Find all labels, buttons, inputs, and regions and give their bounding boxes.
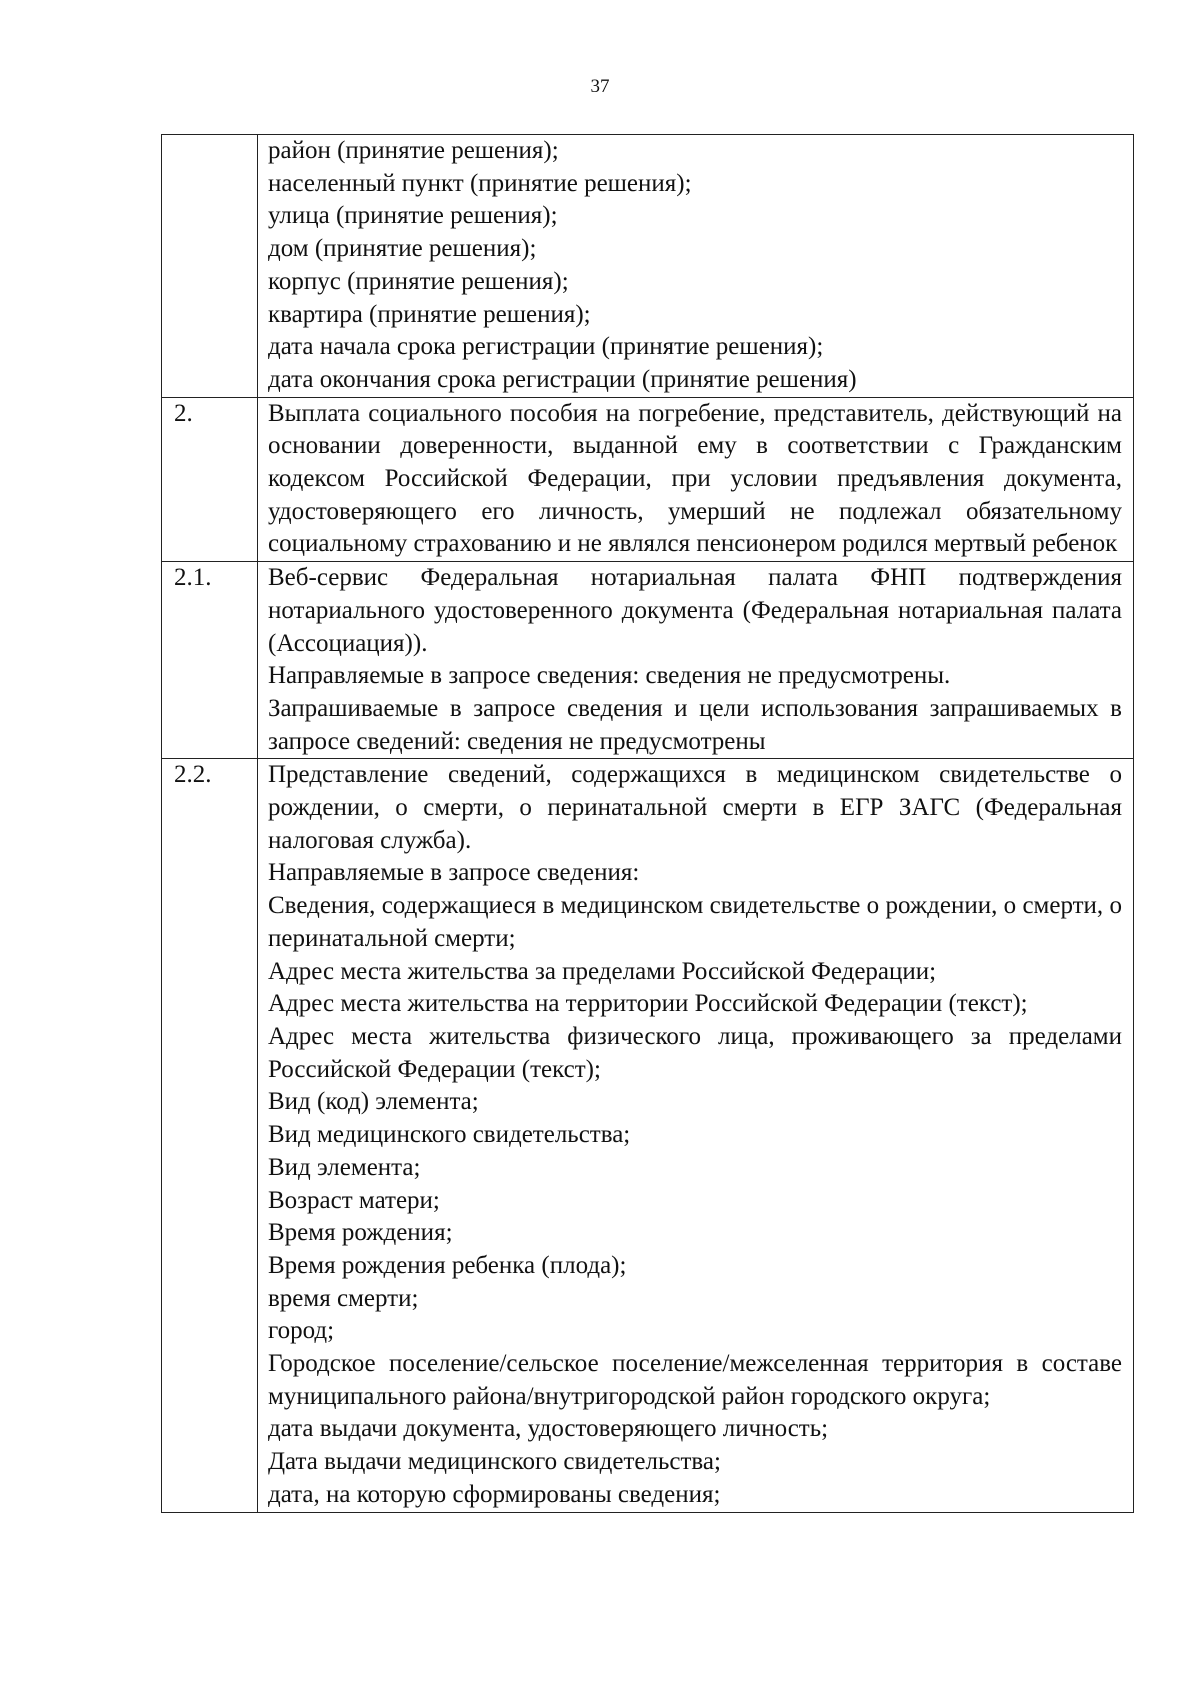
paragraph: Вид (код) элемента;	[268, 1088, 479, 1116]
table-row	[162, 759, 1134, 1512]
row-content-cell	[258, 397, 1134, 562]
paragraph: дата выдачи документа, удостоверяющего личность;	[268, 1415, 829, 1443]
paragraph: Адрес места жительства на территории Российской Федерации (текст);	[268, 990, 1028, 1018]
list-item: дата окончания срока регистрации (принятие решения)	[268, 365, 857, 393]
paragraph: Направляемые в запросе сведения: сведения не предусмотрены.	[268, 662, 951, 690]
list-item: населенный пункт (принятие решения);	[268, 169, 692, 197]
paragraph: Время рождения;	[268, 1219, 453, 1247]
paragraph: Направляемые в запросе сведения:	[268, 859, 640, 887]
paragraph: город;	[268, 1317, 335, 1345]
list-item: дом (принятие решения);	[268, 235, 537, 263]
paragraph: Адрес места жительства за пределами Российской Федерации;	[268, 957, 937, 985]
paragraph: Адрес места жительства физического лица, проживающего за пределами Российской Федерации (текст);	[268, 1022, 1122, 1083]
paragraph: Вид элемента;	[268, 1153, 421, 1181]
row-content-cell	[258, 759, 1134, 1512]
table-row	[162, 135, 1134, 398]
paragraph: Дата выдачи медицинского свидетельства;	[268, 1448, 721, 1476]
list-item: корпус (принятие решения);	[268, 267, 569, 295]
row-number-cell: 2.2.	[162, 759, 258, 1512]
row-content-cell	[258, 135, 1134, 398]
paragraph: Время рождения ребенка (плода);	[268, 1251, 627, 1279]
paragraph: Представление сведений, содержащихся в медицинском свидетельстве о рождении, о смерти, о перинатальной смерти в ЕГР ЗАГС (Федеральная налоговая служба).	[268, 761, 1122, 854]
row-number-cell	[162, 135, 258, 398]
paragraph: Запрашиваемые в запросе сведения и цели использования запрашиваемых в запросе сведений: сведения не предусмотрены	[268, 694, 1122, 755]
list-item: улица (принятие решения);	[268, 202, 558, 230]
paragraph: дата, на которую сформированы сведения;	[268, 1480, 721, 1508]
row-content-cell	[258, 562, 1134, 759]
paragraph: Сведения, содержащиеся в медицинском свидетельстве о рождении, о смерти, о перинатальной смерти;	[268, 892, 1122, 952]
paragraph: Городское поселение/сельское поселение/межселенная территория в составе муниципального района/внутригородской район городского округа;	[268, 1350, 1122, 1410]
row-number-cell: 2.	[162, 397, 258, 562]
list-item: дата начала срока регистрации (принятие решения);	[268, 333, 824, 361]
table-row	[162, 562, 1134, 759]
list-item: квартира (принятие решения);	[268, 300, 591, 328]
page-number: 37	[590, 76, 610, 97]
table-row	[162, 397, 1134, 562]
paragraph: Веб-сервис Федеральная нотариальная палата ФНП подтверждения нотариального удостоверенного документа (Федеральная нотариальная палата (Ассоциация)).	[268, 564, 1122, 657]
paragraph: Возраст матери;	[268, 1186, 440, 1214]
row-number-cell: 2.1.	[162, 562, 258, 759]
list-item: район (принятие решения);	[268, 137, 559, 164]
paragraph: Выплата социального пособия на погребение, представитель, действующий на основании доверенности, выданной ему в соответствии с Гражданским кодексом Российской Федерации, при условии предъявления документа, удостоверяющего его личность, умерший не подлежал обязательному социальному страхованию и не являлся пенсионером родился мертвый ребенок	[268, 399, 1122, 558]
paragraph: Вид медицинского свидетельства;	[268, 1121, 631, 1149]
paragraph: время смерти;	[268, 1284, 419, 1312]
document-table	[161, 134, 1134, 1513]
